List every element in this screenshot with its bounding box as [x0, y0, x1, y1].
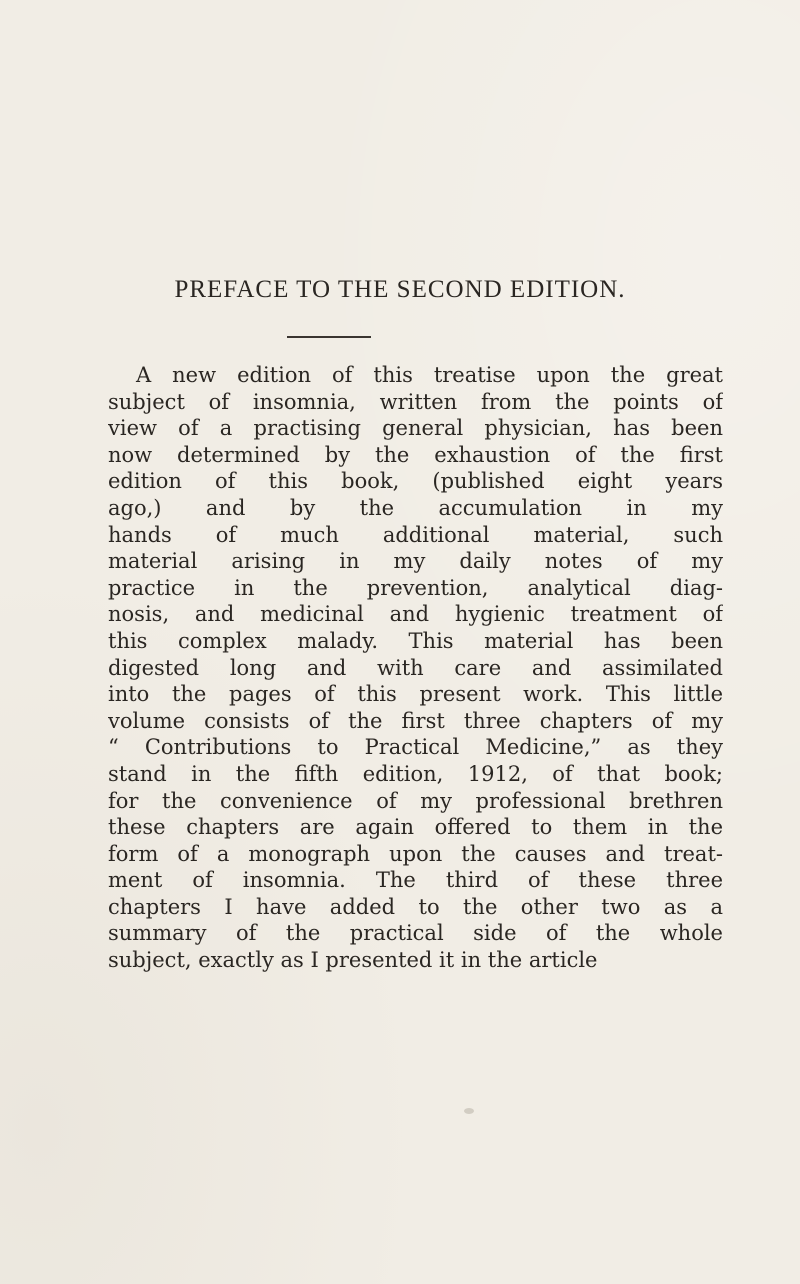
text-line: summary of the practical side of the whole [108, 921, 723, 946]
text-line: subject of insomnia, written from the points of [108, 389, 723, 414]
text-line: ment of insomnia. The third of these three [108, 868, 723, 893]
text-line: for the convenience of my professional brethren [108, 788, 723, 813]
text-line: A new edition of this treatise upon the great [136, 363, 723, 387]
page-heading: PREFACE TO THE SECOND EDITION. [174, 276, 626, 303]
text-line: form of a monograph upon the causes and treat- [108, 841, 723, 866]
preface-text [108, 362, 723, 974]
text-line: subject, exactly as I presented it in the article [108, 948, 598, 973]
text-line: ago,) and by the accumulation in my [108, 495, 723, 520]
text-line: hands of much additional material, such [108, 522, 723, 547]
text-line: material arising in my daily notes of my [108, 549, 723, 574]
text-line: edition of this book, (published eight years [108, 469, 723, 494]
text-line: stand in the fifth edition, 1912, of that book; [108, 761, 723, 786]
text-line: nosis, and medicinal and hygienic treatment of [108, 602, 723, 627]
text-line: chapters I have added to the other two as a [108, 894, 723, 919]
text-line: this complex malady. This material has been [108, 628, 723, 653]
text-line: volume consists of the first three chapters of my [108, 708, 723, 733]
text-line: practice in the prevention, analytical diag- [108, 575, 723, 600]
text-line: into the pages of this present work. This little [108, 682, 723, 707]
paper-blemish [464, 1108, 474, 1114]
text-line: these chapters are again offered to them in the [108, 815, 723, 840]
text-line: digested long and with care and assimilated [108, 655, 723, 680]
text-line: “ Contributions to Practical Medicine,” as they [108, 735, 723, 760]
heading-rule [287, 336, 371, 338]
text-line: now determined by the exhaustion of the first [108, 442, 723, 467]
text-line: view of a practising general physician, has been [108, 416, 723, 441]
